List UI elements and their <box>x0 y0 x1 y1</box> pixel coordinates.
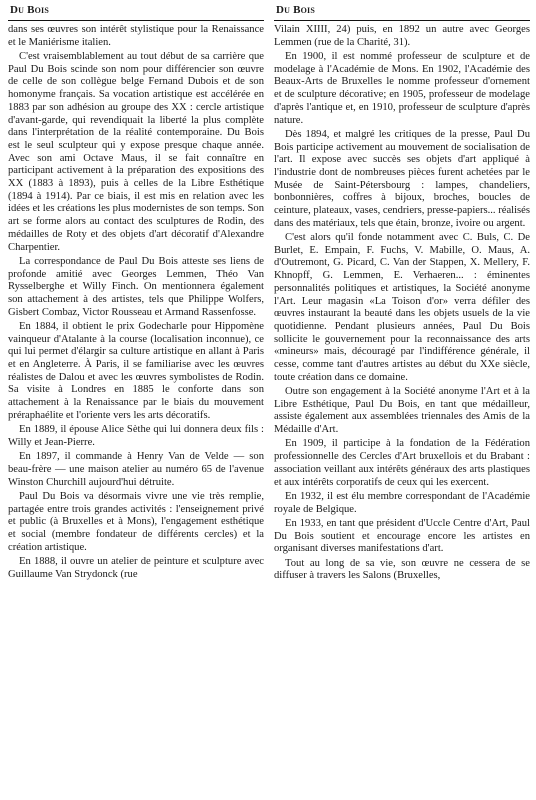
paragraph: Vilain XIIII, 24) puis, en 1892 un autre avec Georges Lemmen (rue de la Charité, 31). <box>274 24 530 48</box>
paragraph: En 1932, il est élu membre correspondant de l'Académie royale de Belgique. <box>274 490 530 515</box>
paragraph: C'est alors qu'il fonde notamment avec C. Buls, C. De Burlet, E. Empain, F. Fuchs, V. Mabille, O. Maus, A. d'Outremont, G. Picard, C. Van der Stappen, X. Mellery, F. Khnopff, G. Lemmen, E. Verhaeren... : éminentes personnalités politiques et artistiques, la Société anonyme l'Art. Leur magasin «La Toison d'or» verra défiler des œuvres instaurant la beauté dans les objets usuels de la vie quotidienne. Pendant plusieurs années, Paul Du Bois sollicite le gouvernement pour la reconnaissance des arts «mineurs» mais, découragé par l'indifférence générale, il cesse, comme tant d'autres artistes au début du XXe siècle, toute création dans ce domaine. <box>274 232 530 383</box>
paragraph: En 1889, il épouse Alice Sèthe qui lui donnera deux fils : Willy et Jean-Pierre. <box>8 424 264 448</box>
right-running-head: Du Bois <box>274 0 530 21</box>
paragraph: En 1897, il commande à Henry Van de Velde — son beau-frère — une maison atelier au numéro 65 de l'avenue Winston Churchill aujourd'hui détruite. <box>8 451 264 488</box>
paragraph: C'est vraisemblablement au tout début de sa carrière que Paul Du Bois scinde son nom pour différencier son œuvre de celle de son collègue belge Fernand Dubois et de son homonyme français. Sa vocation artistique est accélérée en 1883 par son adhésion au groupe des XX : cercle artistique d'avant-garde, qui revendiquait la liberté la plus complète dans l'interprétation de la réalité contemporaine. Du Bois est le seul sculpteur qui y expose presque chaque année. Avec son ami Octave Maus, il se fait connaître en participant activement à la préparation des expositions des XX (1883 à 1893), puis à celles de la Libre Esthétique (1894 à 1914). Par ce biais, il est mis en relation avec les idées et les créations les plus modernistes de son temps. Son art se forme alors au contact des sculptures de Rodin, des médailles de Roty et des objets d'art décoratif d'Alexandre Charpentier. <box>8 51 264 253</box>
paragraph: La correspondance de Paul Du Bois atteste ses liens de profonde amitié avec Georges Lemmen, Théo Van Rysselberghe et Willy Finch. On mentionnera également son attachement à des artistes, tels que Philippe Wolfers, Gisbert Combaz, Victor Rousseau et Armand Rassenfosse. <box>8 255 264 318</box>
paragraph: En 1884, il obtient le prix Godecharle pour Hippomène vainqueur d'Atalante à la course (localisation inconnue), ce qui lui permet d'élargir sa culture artistique en allant à Paris et en Angleterre. À Paris, il se familiarise avec les œuvres réalistes de Dalou et avec les œuvres symbolistes de Rodin. Sa visite à Londres en 1885 le conforte dans son attachement à la Renaissance par le biais du mouvement préraphaélite et l'oriente vers les arts décoratifs. <box>8 320 264 421</box>
paragraph: En 1900, il est nommé professeur de sculpture et de modelage à l'Académie de Mons. En 1902, l'Académie des Beaux-Arts de Bruxelles le nomme professeur d'ornement et de sculpture décorative; en 1905, professeur de modelage d'après l'antique et, en 1910, professeur de sculpture d'après nature. <box>274 51 530 126</box>
paragraph: En 1933, en tant que président d'Uccle Centre d'Art, Paul Du Bois soutient et encourage encore les artistes en organisant diverses manifestations d'art. <box>274 517 530 555</box>
paragraph: Dès 1894, et malgré les critiques de la presse, Paul Du Bois participe activement au mouvement de socialisation de l'art. Il expose avec succès ses objets d'art appliqué à l'industrie dont de nombreuses pièces furent achetées par le Musée de Saint-Pétersbourg : lampes, chandeliers, bonbonnières, coffres à bijoux, broches, boucles de ceinture, plateaux, vases, cendriers, presse-papiers... réalisés dans des matériaux, tels que étain, bronze, ivoire ou argent. <box>274 128 530 229</box>
right-column <box>274 0 530 585</box>
paragraph: dans ses œuvres son intérêt stylistique pour la Renaissance et le Maniérisme italien. <box>8 24 264 48</box>
paragraph: Tout au long de sa vie, son œuvre ne cessera de se diffuser à travers les Salons (Bruxelles, <box>274 557 530 582</box>
left-column <box>8 0 264 583</box>
paragraph: Paul Du Bois va désormais vivre une vie très remplie, partagée entre trois grandes activités : l'enseignement privé et public (à Bruxelles et à Mons), l'engagement esthétique et social (membre fondateur de différents cercles) et la création artistique. <box>8 490 264 553</box>
paragraph: En 1888, il ouvre un atelier de peinture et sculpture avec Guillaume Van Strydonck (rue <box>8 555 264 580</box>
paragraph: Outre son engagement à la Société anonyme l'Art et à la Libre Esthétique, Paul Du Bois, en tant que médailleur, assiste également aux assemblées triennales des Amis de la Médaille d'Art. <box>274 386 530 436</box>
left-running-head: Du Bois <box>8 0 264 21</box>
paragraph: En 1909, il participe à la fondation de la Fédération professionnelle des Cercles d'Art bruxellois et du Brabant : association veillant aux intérêts généraux des arts plastiques et aux intérêts corporatifs de ceux qui les exercent. <box>274 438 530 488</box>
